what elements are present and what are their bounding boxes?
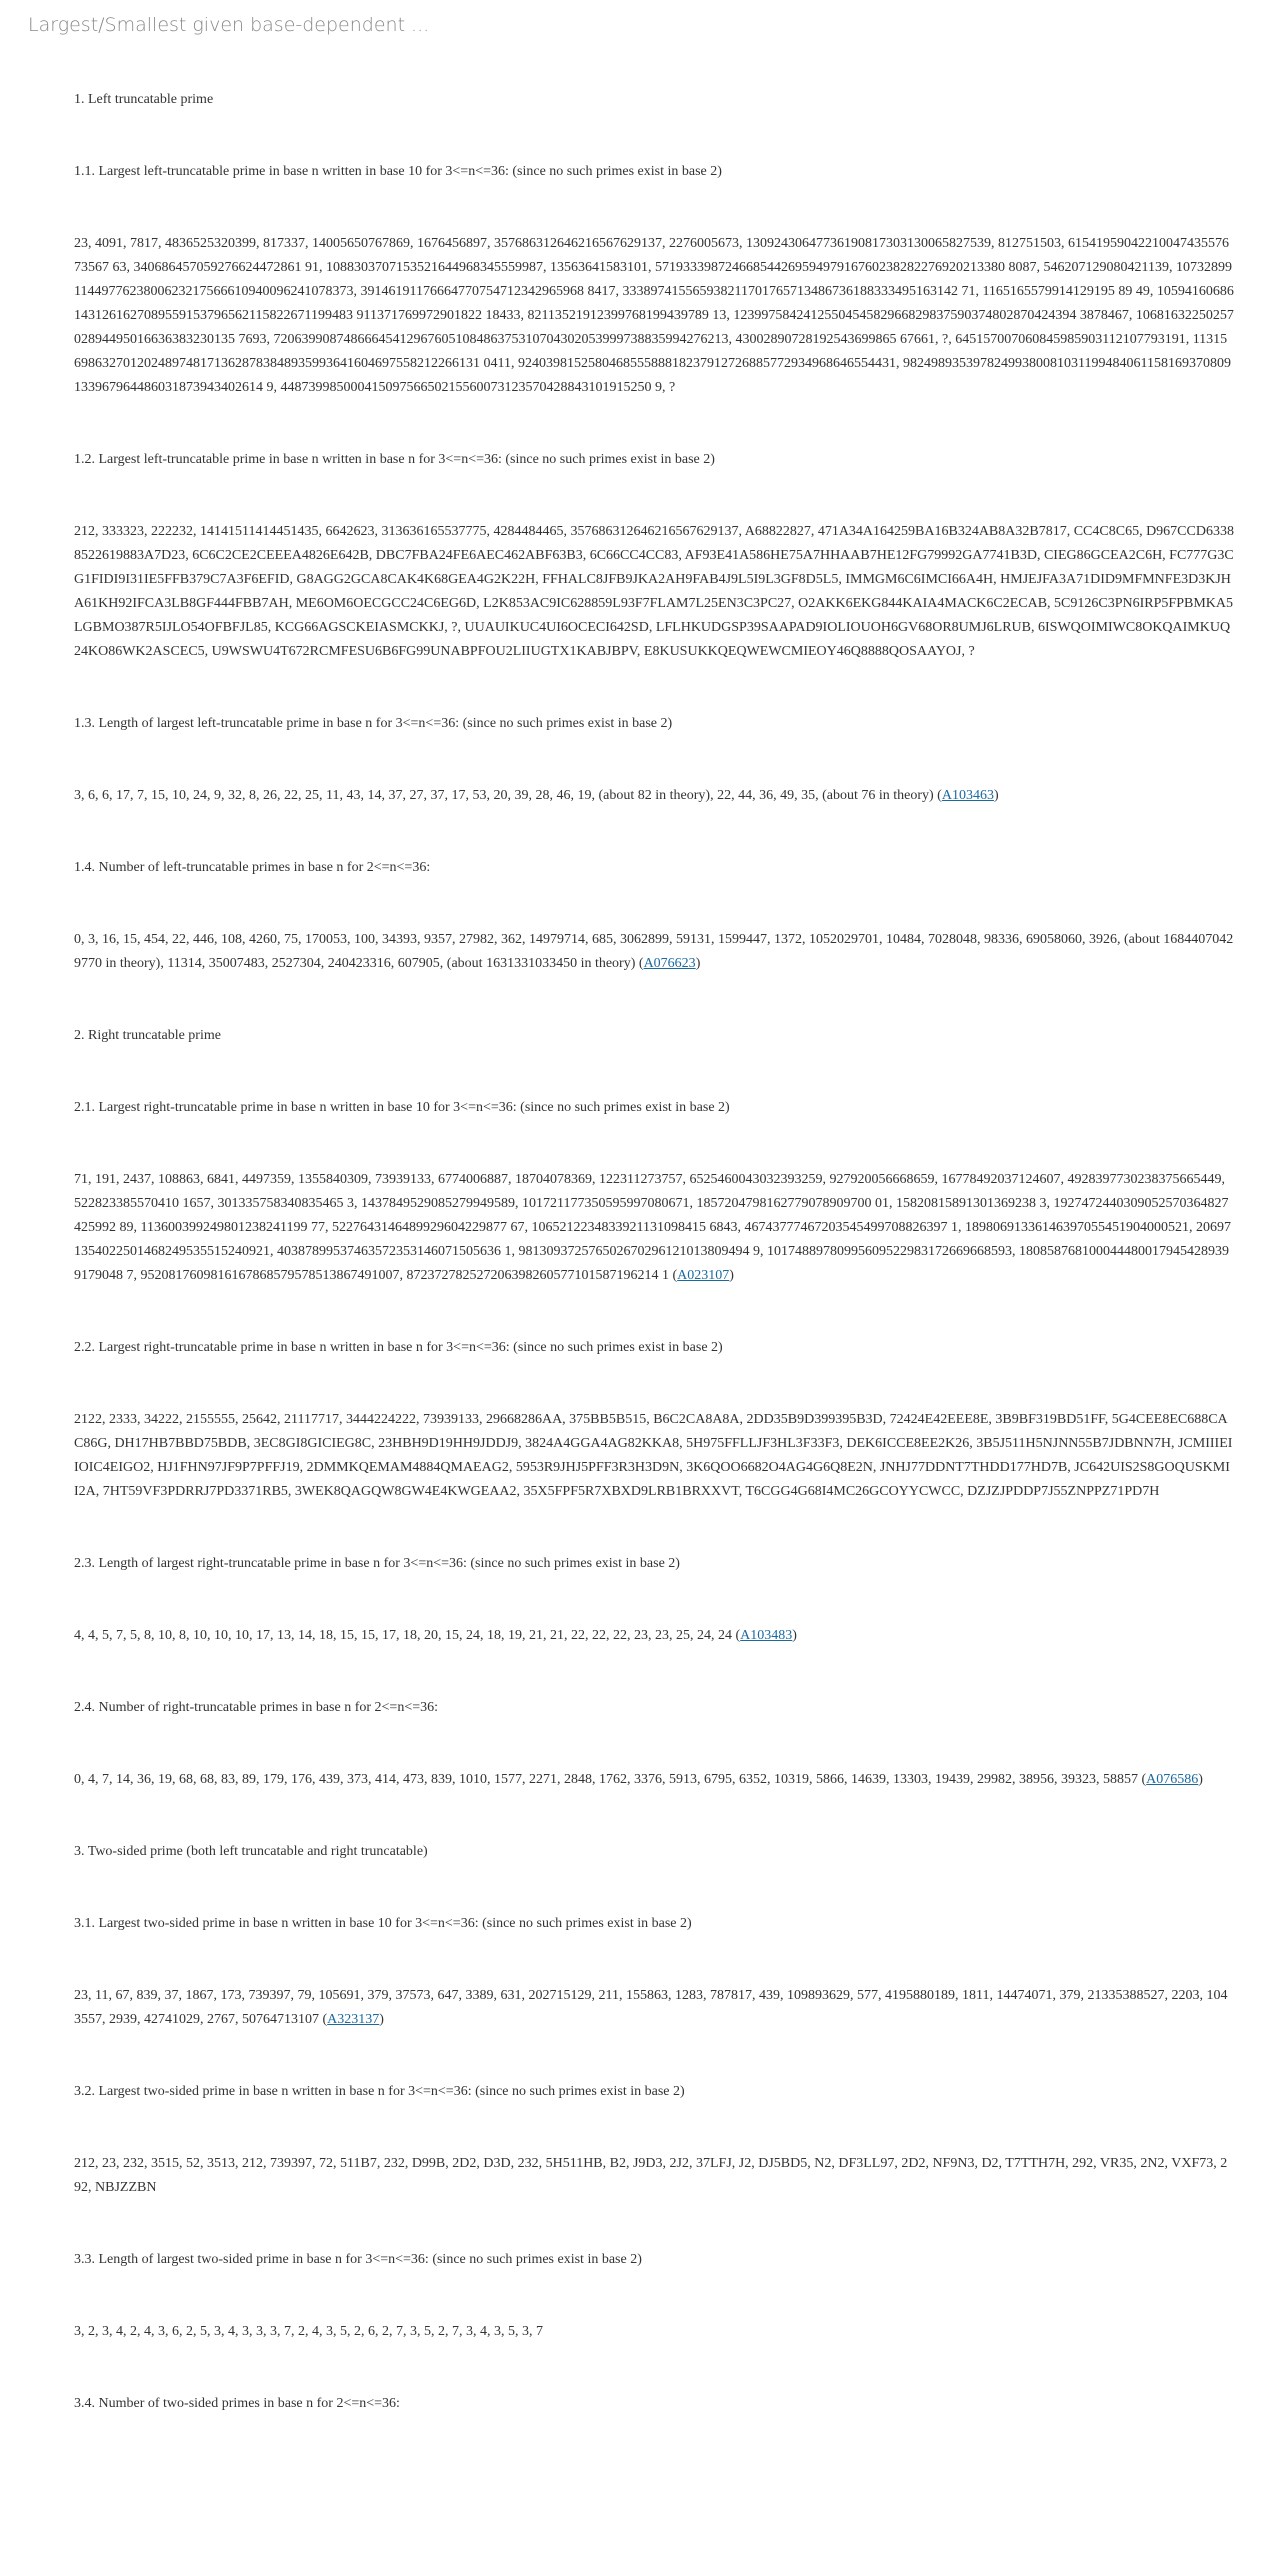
section-heading: [74, 448, 1234, 472]
paragraph-text: 2.1. Largest right-truncatable prime in base n written in base 10 for 3<=n<=36: (since no such primes exist in base 2): [74, 1100, 730, 1115]
paragraph-text: 1.1. Largest left-truncatable prime in base n written in base 10 for 3<=n<=36: (since no such primes exist in base 2): [74, 164, 722, 179]
paragraph-text: 3, 6, 6, 17, 7, 15, 10, 24, 9, 32, 8, 26, 22, 25, 11, 43, 14, 37, 27, 37, 17, 53, 20, 39, 28, 46, 19, (about 82 in theory), 22, 44, 36, 49, 35, (about 76 in theory): [74, 788, 934, 803]
sequence-paragraph: 71, 191, 2437, 108863, 6841, 4497359, 1355840309, 73939133, 6774006887, 18704078369, 122311273757, 6525460043032393259, 927920056668659, 16778492037124607, 4928397730238375665449, 522823385570410 1657, 301335758340835465 3, 1437849529085279949589, 101721177350595997080671, 1857204798162779078909700 01, 15820815891301369238 3, 1927472440309052570364827425992 89, 113600399249801238241199 77, 5227643146489929604229877 67, 1065212234833921131098415 6843, 46743777467203545499708826397 1, 18980691336146397055451904000521, 206971354022501468249535515240921, 40387899537463572353146071505636 1, 981309372576502670296121013809494 9, 10174889780995609522983172669668593, 1808587681000444800179454289399179048 7, 9520817609816167868579578513867491007, 872372782527206398260577101587196214 1 (A023107): [74, 1172, 1231, 1283]
sequence-paragraph: 23, 11, 67, 839, 37, 1867, 173, 739397, 79, 105691, 379, 37573, 647, 3389, 631, 202715129, 211, 155863, 1283, 787817, 439, 109893629, 577, 4195880189, 1811, 14474071, 379, 21335388527, 2203, 1043557, 2939, 42741029, 2767, 50764713107 (A323137): [74, 1988, 1228, 2027]
section-heading: 4, 4, 5, 7, 5, 8, 10, 8, 10, 10, 10, 17, 13, 14, 18, 15, 15, 17, 18, 20, 15, 24, 18, 19, 21, 21, 22, 22, 22, 23, 23, 25, 24, 24 (A103483): [74, 1628, 797, 1643]
paragraph-text: 0, 3, 16, 15, 454, 22, 446, 108, 4260, 75, 170053, 100, 34393, 9357, 27982, 362, 14979714, 685, 3062899, 59131, 1599447, 1372, 1052029701, 10484, 7028048, 98336, 69058060, 3926, (about 16844070429770 in theory), 11314, 35007483, 2527304, 240423316, 607905, (about 1631331033450 in theory): [74, 932, 1234, 971]
sequence-paragraph: [74, 1408, 1234, 1504]
section-heading: [74, 2080, 1234, 2104]
paragraph-text: 1.2. Largest left-truncatable prime in base n written in base n for 3<=n<=36: (since no such primes exist in base 2): [74, 452, 715, 467]
oeis-link[interactable]: A323137: [327, 2012, 380, 2027]
paragraph-text: 3.4. Number of two-sided primes in base n for 2<=n<=36:: [74, 2396, 400, 2411]
section-heading: [74, 856, 1234, 880]
oeis-link[interactable]: A076623: [643, 956, 696, 971]
paragraph-text: 3. Two-sided prime (both left truncatable and right truncatable): [74, 1844, 428, 1859]
section-heading: [74, 1840, 1234, 1864]
section-heading: [74, 712, 1234, 736]
paragraph-text: 1.3. Length of largest left-truncatable prime in base n for 3<=n<=36: (since no such primes exist in base 2): [74, 716, 673, 731]
section-heading: [74, 160, 1234, 184]
paragraph-text: 2.3. Length of largest right-truncatable prime in base n for 3<=n<=36: (since no such primes exist in base 2): [74, 1556, 680, 1571]
paragraph-text: 212, 333323, 222232, 14141511414451435, 6642623, 313636165537775, 4284484465, 357686312646216567629137, A68822827, 471A34A164259BA16B324AB8A32B7817, CC4C8C65, D967CCD63388522619883A7D23, 6C6C2CE2CEEEA4826E642B, DBC7FBA24FE6AEC462ABF63B3, 6C66CC4CC83, AF93E41A586HE75A7HHAAB7HE12FG79992GA7741B3D, CIEG86GCEA2C6H, FC777G3CG1FIDI9I31IE5FFB379C7A3F6EFID, G8AGG2GCA8CAK4K68GEA4G2K22H, FFHALC8JFB9JKA2AH9FAB4J9L5I9L3GF8D5L5, IMMGM6C6IMCI66A4H, HMJEJFA3A71DID9MFMNFE3D3KJHA61KH92IFCA3LB8GF444FBB7AH, ME6OM6OECGCC24C6EG6D, L2K853AC9IC628859L93F7FLAM7L25EN3C3PC27, O2AKK6EKG844KAIA4MACK6C2ECAB, 5C9126C3PN6IRP5FPBMKA5LGBMO387R5IJLO54OFBFJL85, KCG66AGSCKEIASMCKKJ, ?, UUAUIKUC4UI6OCECI642SD, LFLHKUDGSP39SAAPAD9IOLIOUOH6GV68OR8UMJ6LRUB, 6ISWQOIMIWC8OKQAIMKUQ24KO86WK2ASCEC5, U9WSWU4T672RCMFESU6B6FG99UNABPFOU2LIIUGTX1KABJBPV, E8KUSUKKQEQWEWCMIEOY46Q8888QOSAAYOJ, ?: [74, 524, 1234, 659]
oeis-link[interactable]: A023107: [677, 1268, 730, 1283]
paragraph-text: 212, 23, 232, 3515, 52, 3513, 212, 739397, 72, 511B7, 232, D99B, 2D2, D3D, 232, 5H511HB, B2, J9D3, 2J2, 37LFJ, J2, DJ5BD5, N2, DF3LL97, 2D2, NF9N3, D2, T7TTH7H, 292, VR35, 2N2, VXF73, 292, NBJZZBN: [74, 2156, 1228, 2195]
paragraph-text: 71, 191, 2437, 108863, 6841, 4497359, 1355840309, 73939133, 6774006887, 18704078369, 122311273757, 6525460043032393259, 927920056668659, 16778492037124607, 4928397730238375665449, 522823385570410 1657, 301335758340835465 3, 1437849529085279949589, 101721177350595997080671, 1857204798162779078909700 01, 15820815891301369238 3, 1927472440309052570364827425992 89, 113600399249801238241199 77, 5227643146489929604229877 67, 1065212234833921131098415 6843, 46743777467203545499708826397 1, 18980691336146397055451904000521, 206971354022501468249535515240921, 40387899537463572353146071505636 1, 981309372576502670296121013809494 9, 10174889780995609522983172669668593, 1808587681000444800179454289399179048 7, 9520817609816167868579578513867491007, 872372782527206398260577101587196214 1: [74, 1172, 1231, 1283]
paragraph-text: 1. Left truncatable prime: [74, 92, 214, 107]
section-heading: [74, 1096, 1234, 1120]
paragraph-text: 3.3. Length of largest two-sided prime in base n for 3<=n<=36: (since no such primes exist in base 2): [74, 2252, 642, 2267]
page-title: Largest/Smallest given base-dependent ...: [28, 14, 430, 36]
sequence-paragraph: 0, 3, 16, 15, 454, 22, 446, 108, 4260, 75, 170053, 100, 34393, 9357, 27982, 362, 14979714, 685, 3062899, 59131, 1599447, 1372, 1052029701, 10484, 7028048, 98336, 69058060, 3926, (about 16844070429770 in theory), 11314, 35007483, 2527304, 240423316, 607905, (about 1631331033450 in theory) (A076623): [74, 932, 1234, 971]
article-body: [74, 88, 1234, 2464]
sequence-paragraph: 0, 4, 7, 14, 36, 19, 68, 68, 83, 89, 179, 176, 439, 373, 414, 473, 839, 1010, 1577, 2271, 2848, 1762, 3376, 5913, 6795, 6352, 10319, 5866, 14639, 13303, 19439, 29982, 38956, 39323, 58857 (A076586): [74, 1772, 1203, 1787]
paragraph-text: 23, 11, 67, 839, 37, 1867, 173, 739397, 79, 105691, 379, 37573, 647, 3389, 631, 202715129, 211, 155863, 1283, 787817, 439, 109893629, 577, 4195880189, 1811, 14474071, 379, 21335388527, 2203, 1043557, 2939, 42741029, 2767, 50764713107: [74, 1988, 1228, 2027]
paragraph-text: 2. Right truncatable prime: [74, 1028, 221, 1043]
sequence-paragraph: [74, 2152, 1234, 2200]
section-heading: [74, 1336, 1234, 1360]
section-heading: [74, 1912, 1234, 1936]
paragraph-text: 4, 4, 5, 7, 5, 8, 10, 8, 10, 10, 10, 17, 13, 14, 18, 15, 15, 17, 18, 20, 15, 24, 18, 19, 21, 21, 22, 22, 22, 23, 23, 25, 24, 24: [74, 1628, 732, 1643]
oeis-link[interactable]: A103463: [941, 788, 994, 803]
oeis-link[interactable]: A076586: [1146, 1772, 1199, 1787]
sequence-paragraph: [74, 520, 1234, 664]
section-heading: [74, 2248, 1234, 2272]
paragraph-text: 3.1. Largest two-sided prime in base n written in base 10 for 3<=n<=36: (since no such primes exist in base 2): [74, 1916, 692, 1931]
paragraph-text: 2.4. Number of right-truncatable primes in base n for 2<=n<=36:: [74, 1700, 438, 1715]
sequence-paragraph: 3, 6, 6, 17, 7, 15, 10, 24, 9, 32, 8, 26, 22, 25, 11, 43, 14, 37, 27, 37, 17, 53, 20, 39, 28, 46, 19, (about 82 in theory), 22, 44, 36, 49, 35, (about 76 in theory) (A103463): [74, 788, 999, 803]
section-heading: [74, 1552, 1234, 1576]
section-heading: [74, 1024, 1234, 1048]
section-heading: [74, 88, 1234, 112]
paragraph-text: 23, 4091, 7817, 4836525320399, 817337, 14005650767869, 1676456897, 357686312646216567629137, 2276005673, 13092430647736190817303130065827539, 812751503, 6154195904221004743557673567 63, 340686457059276624472861 91, 1088303707153521644968345559987, 13563641583101, 57193339872466854426959497916760238282276920213380 8087, 546207129080421139, 107328991144977623800623217566610940096241078373, 39146191176664770754712342965968 8417, 333897415565938211701765713486736188333495163142 71, 1165165579914129195 89 49, 105941606861431261627089559153796562115822671199483 911371769972901822 18433, 82113521912399768199439789 13, 1239975842412550454582966829837590374802870424394 3878467, 1068163225025702894495016636383230135 7693, 72063990874866645412967605108486375310704302053999738835994276213, 43002890728192543699865 67661, ?, 645157007060845985903112107793191, 113156986327012024897481713628783848935993641604697558212266131 0411, 924039815258046855588818237912726885772934968646554431, 98249893539782499380081031199484061158169370809133967964486031873943402614 9, 44873998500041509756650215560073123570428843101915250 9, ?: [74, 236, 1234, 395]
oeis-link[interactable]: A103483: [740, 1628, 793, 1643]
paragraph-text: 0, 4, 7, 14, 36, 19, 68, 68, 83, 89, 179, 176, 439, 373, 414, 473, 839, 1010, 1577, 2271, 2848, 1762, 3376, 5913, 6795, 6352, 10319, 5866, 14639, 13303, 19439, 29982, 38956, 39323, 58857: [74, 1772, 1138, 1787]
section-heading: [74, 2320, 1234, 2344]
paragraph-text: 3, 2, 3, 4, 2, 4, 3, 6, 2, 5, 3, 4, 3, 3, 3, 7, 2, 4, 3, 5, 2, 6, 2, 7, 3, 5, 2, 7, 3, 4, 3, 5, 3, 7: [74, 2324, 543, 2339]
paragraph-text: 2.2. Largest right-truncatable prime in base n written in base n for 3<=n<=36: (since no such primes exist in base 2): [74, 1340, 723, 1355]
paragraph-text: 3.2. Largest two-sided prime in base n written in base n for 3<=n<=36: (since no such primes exist in base 2): [74, 2084, 685, 2099]
section-heading: [74, 2392, 1234, 2416]
sequence-paragraph: [74, 232, 1234, 400]
paragraph-text: 1.4. Number of left-truncatable primes in base n for 2<=n<=36:: [74, 860, 431, 875]
paragraph-text: 2122, 2333, 34222, 2155555, 25642, 21117717, 3444224222, 73939133, 29668286AA, 375BB5B515, B6C2CA8A8A, 2DD35B9D399395B3D, 72424E42EEE8E, 3B9BF319BD51FF, 5G4CEE8EC688CAC86G, DH17HB7BBD75BDB, 3EC8GI8GICIEG8C, 23HBH9D19HH9JDDJ9, 3824A4GGA4AG82KKA8, 5H975FFLLJF3HL3F33F3, DEK6ICCE8EE2K26, 3B5J511H5NJNN55B7JDBNN7H, JCMIIIEIIOIC4EIGO2, HJ1FHN97JF9P7PFFJ19, 2DMMKQEMAM4884QMAEAG2, 5953R9JHJ5PFF3R3H3D9N, 3K6QOO6682O4AG4G6Q8E2N, JNHJ77DDNT7THDD177HD7B, JC642UIS2S8GOQUSKMII2A, 7HT59VF3PDRRJ7PD3371RB5, 3WEK8QAGQW8GW4E4KWGEAA2, 35X5FPF5R7XBXD9LRB1BRXXVT, T6CGG4G68I4MC26GCOYYCWCC, DZJZJPDDP7J55ZNPPZ71PD7H: [74, 1412, 1233, 1499]
section-heading: [74, 1696, 1234, 1720]
